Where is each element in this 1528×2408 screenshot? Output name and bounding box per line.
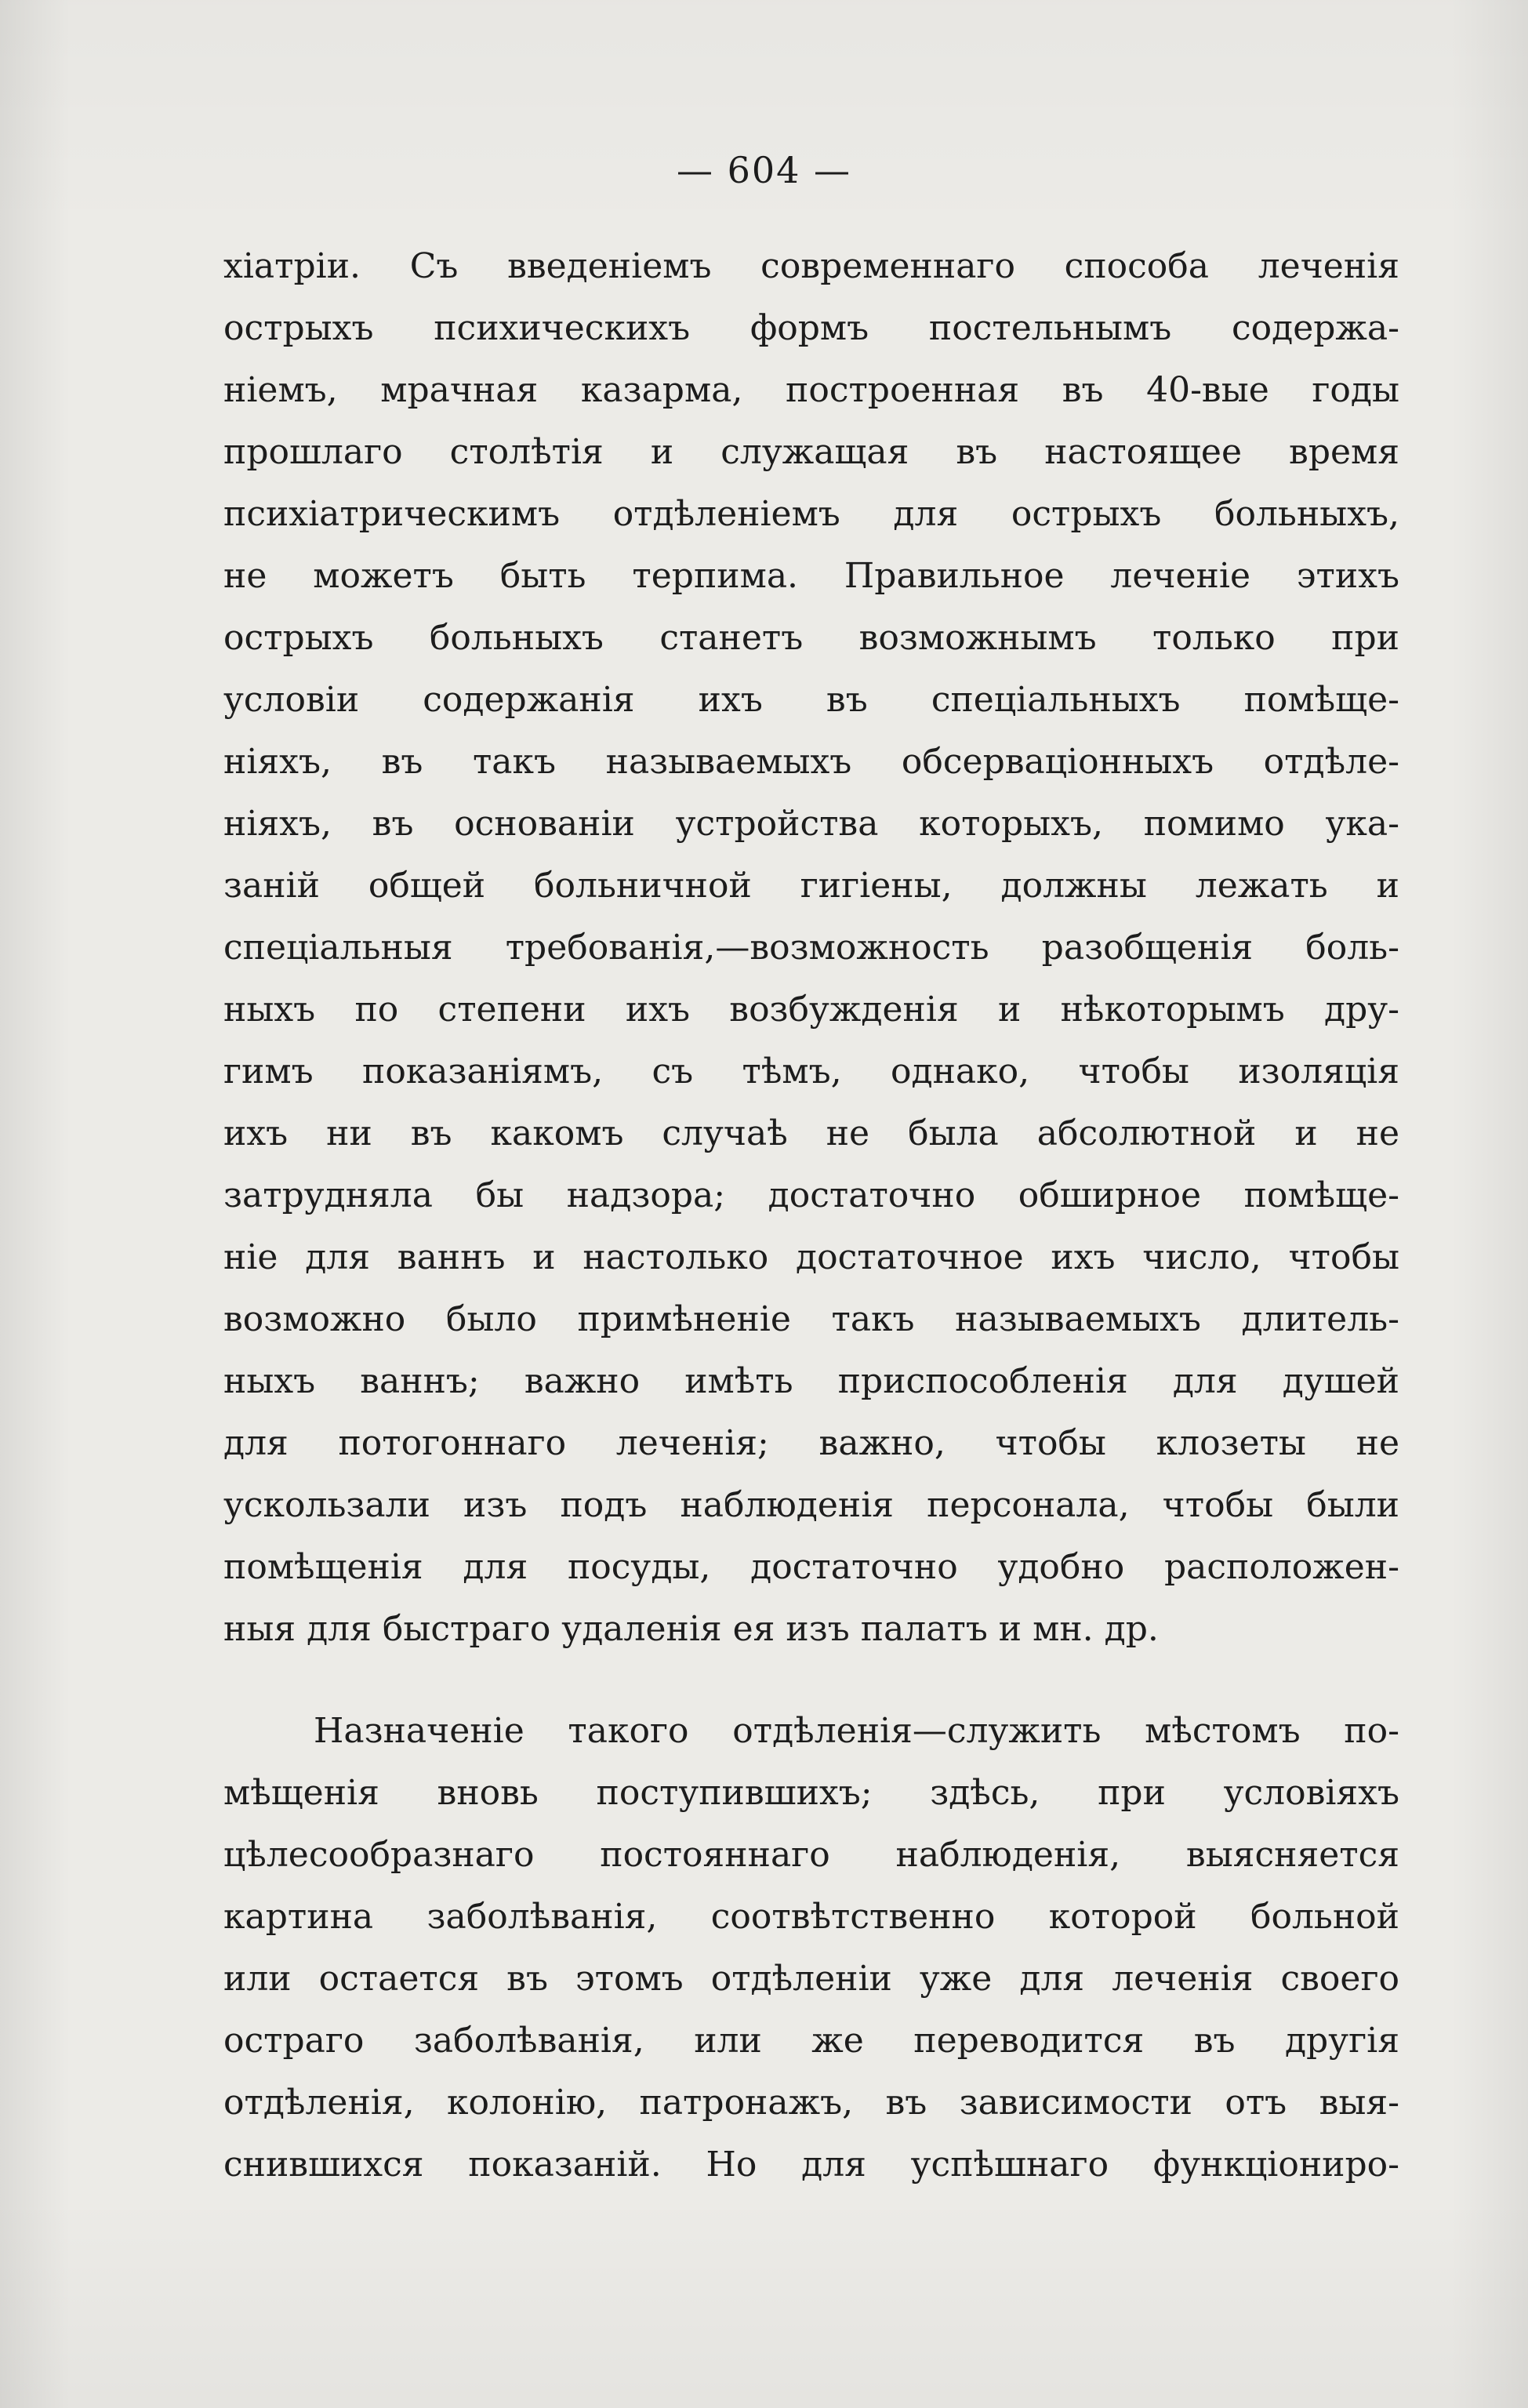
text-line: ніемъ, мрачная казарма, построенная въ 40-вые годы xyxy=(223,370,1399,410)
text-line: мѣщенія вновь поступившихъ; здѣсь, при условіяхъ xyxy=(223,1773,1399,1813)
text-line: ніяхъ, въ основаніи устройства которыхъ, помимо ука- xyxy=(223,804,1399,844)
text-line: гимъ показаніямъ, съ тѣмъ, однако, чтобы изоляція xyxy=(223,1051,1399,1091)
text-line: хіатріи. Съ введеніемъ современнаго способа леченія xyxy=(223,246,1399,286)
text-line: острыхъ больныхъ станетъ возможнымъ только при xyxy=(223,618,1399,658)
text-line: отдѣленія, колонію, патронажъ, въ зависимости отъ выя- xyxy=(223,2083,1399,2123)
text-line: остраго заболѣванія, или же переводится въ другія xyxy=(223,2021,1399,2061)
text-line: не можетъ быть терпима. Правильное леченіе этихъ xyxy=(223,556,1399,596)
paragraph-2 xyxy=(223,1700,1399,2196)
text-line: картина заболѣванія, соотвѣтственно которой больной xyxy=(223,1897,1399,1937)
page-number: — 604 — xyxy=(676,149,852,191)
text-line: снившихся показаній. Но для успѣшнаго функціониро- xyxy=(223,2145,1399,2185)
text-line: условіи содержанія ихъ въ спеціальныхъ помѣще- xyxy=(223,680,1399,720)
text-line: заній общей больничной гигіены, должны лежать и xyxy=(223,866,1399,906)
text-line: ихъ ни въ какомъ случаѣ не была абсолютной и не xyxy=(223,1113,1399,1153)
text-line: помѣщенія для посуды, достаточно удобно расположен- xyxy=(223,1547,1399,1587)
text-line: ныя для быстраго удаленія ея изъ палатъ и мн. др. xyxy=(223,1609,1159,1649)
text-line: ніе для ваннъ и настолько достаточное ихъ число, чтобы xyxy=(223,1237,1399,1277)
text-line: острыхъ психическихъ формъ постельнымъ содержа- xyxy=(223,308,1399,348)
paragraph-1 xyxy=(223,235,1399,1660)
text-line: ныхъ по степени ихъ возбужденія и нѣкоторымъ дру- xyxy=(223,990,1399,1030)
text-line: цѣлесообразнаго постояннаго наблюденія, выясняется xyxy=(223,1835,1399,1875)
text-line: или остается въ этомъ отдѣленіи уже для леченія своего xyxy=(223,1959,1399,1999)
text-line: ныхъ ваннъ; важно имѣть приспособленія для душей xyxy=(223,1361,1399,1401)
text-line: возможно было примѣненіе такъ называемыхъ длитель- xyxy=(223,1299,1399,1339)
text-line: ускользали изъ подъ наблюденія персонала, чтобы были xyxy=(223,1485,1399,1525)
text-line: затрудняла бы надзора; достаточно обширное помѣще- xyxy=(223,1175,1399,1215)
text-line: спеціальныя требованія,—возможность разобщенія боль- xyxy=(223,928,1399,968)
text-line: Назначеніе такого отдѣленія—служить мѣстомъ по- xyxy=(314,1711,1399,1751)
text-line: психіатрическимъ отдѣленіемъ для острыхъ больныхъ, xyxy=(223,494,1399,534)
text-line: прошлаго столѣтія и служащая въ настоящее время xyxy=(223,432,1399,472)
text-line: для потогоннаго леченія; важно, чтобы клозеты не xyxy=(223,1423,1399,1463)
text-line: ніяхъ, въ такъ называемыхъ обсерваціонныхъ отдѣле- xyxy=(223,742,1399,782)
